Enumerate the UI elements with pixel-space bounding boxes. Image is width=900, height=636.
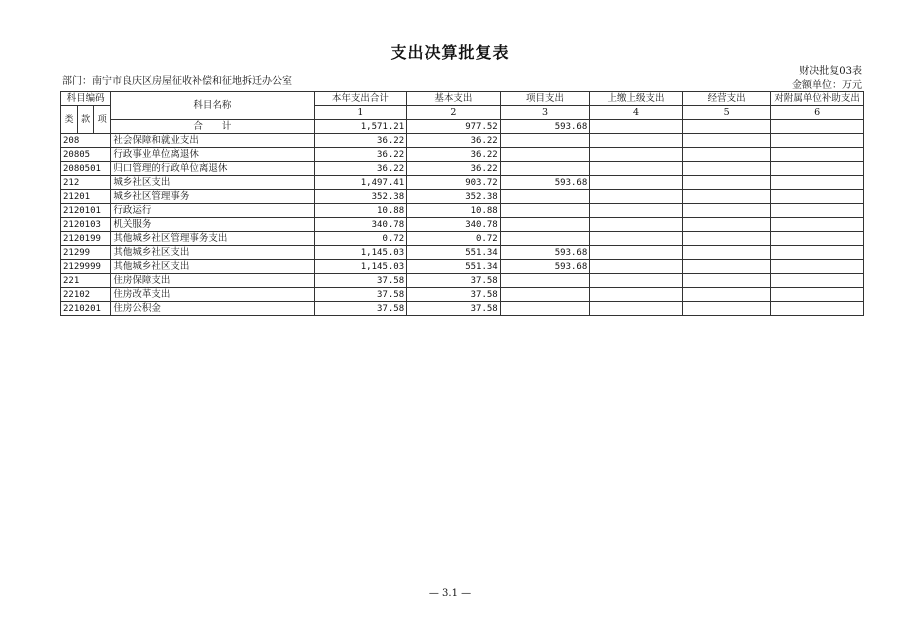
table-row [61, 190, 864, 204]
row-total: 37.58 [314, 302, 407, 316]
row-name: 城乡社区管理事务 [111, 190, 314, 204]
row-basic: 340.78 [407, 218, 501, 232]
row-name: 社会保障和就业支出 [111, 134, 314, 148]
row-business [682, 190, 771, 204]
expenditure-table [60, 91, 864, 316]
row-subsidy [771, 148, 864, 162]
row-subsidy [771, 162, 864, 176]
row-project: 593.68 [500, 246, 590, 260]
row-project [500, 190, 590, 204]
row-project: 593.68 [500, 260, 590, 274]
row-project: 593.68 [500, 176, 590, 190]
table-row [61, 274, 864, 288]
total-basic: 977.52 [407, 120, 501, 134]
column-number: 4 [590, 106, 683, 120]
row-upper [590, 148, 683, 162]
row-total: 1,145.03 [314, 260, 407, 274]
row-business [682, 288, 771, 302]
department-label: 部门：南宁市良庆区房屋征收补偿和征地拆迁办公室 [62, 76, 292, 87]
column-number: 1 [314, 106, 407, 120]
column-number: 6 [771, 106, 864, 120]
row-subsidy [771, 218, 864, 232]
table-row [61, 246, 864, 260]
total-subsidy [771, 120, 864, 134]
table-row [61, 232, 864, 246]
row-subsidy [771, 288, 864, 302]
row-name: 行政事业单位离退休 [111, 148, 314, 162]
row-basic: 903.72 [407, 176, 501, 190]
row-code: 2080501 [61, 162, 111, 176]
row-name: 其他城乡社区支出 [111, 246, 314, 260]
column-number: 5 [682, 106, 771, 120]
row-upper [590, 134, 683, 148]
column-number: 2 [407, 106, 501, 120]
row-basic: 0.72 [407, 232, 501, 246]
row-code: 2120103 [61, 218, 111, 232]
table-row [61, 260, 864, 274]
header-section: 款 [78, 106, 94, 134]
row-business [682, 246, 771, 260]
header-upper: 上缴上级支出 [590, 92, 683, 106]
total-total: 1,571.21 [314, 120, 407, 134]
row-name: 住房改革支出 [111, 288, 314, 302]
table-row [61, 218, 864, 232]
row-total: 36.22 [314, 148, 407, 162]
row-subsidy [771, 190, 864, 204]
table-row [61, 302, 864, 316]
row-basic: 36.22 [407, 162, 501, 176]
table-row [61, 288, 864, 302]
header-item: 项 [94, 106, 111, 134]
row-upper [590, 288, 683, 302]
row-upper [590, 232, 683, 246]
row-code: 208 [61, 134, 111, 148]
total-label: 合 计 [111, 120, 314, 134]
row-business [682, 148, 771, 162]
row-total: 37.58 [314, 288, 407, 302]
row-project [500, 134, 590, 148]
row-upper [590, 176, 683, 190]
table-row [61, 162, 864, 176]
row-name: 归口管理的行政单位离退休 [111, 162, 314, 176]
row-upper [590, 162, 683, 176]
row-code: 2120101 [61, 204, 111, 218]
row-business [682, 134, 771, 148]
header-code: 科目编码 [61, 92, 111, 106]
row-basic: 37.58 [407, 288, 501, 302]
row-subsidy [771, 302, 864, 316]
row-project [500, 302, 590, 316]
row-code: 2120199 [61, 232, 111, 246]
row-upper [590, 204, 683, 218]
total-project: 593.68 [500, 120, 590, 134]
row-business [682, 232, 771, 246]
header-project: 项目支出 [500, 92, 590, 106]
row-subsidy [771, 274, 864, 288]
row-total: 352.38 [314, 190, 407, 204]
row-business [682, 260, 771, 274]
row-name: 行政运行 [111, 204, 314, 218]
row-project [500, 274, 590, 288]
row-name: 其他城乡社区支出 [111, 260, 314, 274]
row-basic: 352.38 [407, 190, 501, 204]
total-upper [590, 120, 683, 134]
header-category: 类 [61, 106, 78, 134]
table-code: 财决批复03表 [799, 66, 862, 77]
amount-unit: 金额单位：万元 [792, 80, 862, 91]
row-basic: 36.22 [407, 148, 501, 162]
row-business [682, 302, 771, 316]
total-business [682, 120, 771, 134]
row-project [500, 148, 590, 162]
row-project [500, 288, 590, 302]
row-code: 21201 [61, 190, 111, 204]
header-name: 科目名称 [111, 92, 314, 120]
row-basic: 37.58 [407, 274, 501, 288]
row-total: 340.78 [314, 218, 407, 232]
row-basic: 551.34 [407, 260, 501, 274]
table-row [61, 204, 864, 218]
row-code: 22102 [61, 288, 111, 302]
row-name: 其他城乡社区管理事务支出 [111, 232, 314, 246]
row-total: 1,497.41 [314, 176, 407, 190]
row-subsidy [771, 232, 864, 246]
header-total: 本年支出合计 [314, 92, 407, 106]
row-basic: 551.34 [407, 246, 501, 260]
row-total: 10.88 [314, 204, 407, 218]
row-upper [590, 246, 683, 260]
row-code: 221 [61, 274, 111, 288]
row-business [682, 162, 771, 176]
row-upper [590, 274, 683, 288]
row-subsidy [771, 134, 864, 148]
page-title: 支出决算批复表 [390, 43, 510, 62]
row-total: 36.22 [314, 134, 407, 148]
column-number: 3 [500, 106, 590, 120]
table-row [61, 134, 864, 148]
row-upper [590, 302, 683, 316]
row-subsidy [771, 260, 864, 274]
row-basic: 36.22 [407, 134, 501, 148]
row-basic: 37.58 [407, 302, 501, 316]
row-project [500, 204, 590, 218]
row-total: 36.22 [314, 162, 407, 176]
row-code: 2210201 [61, 302, 111, 316]
header-subsidy: 对附属单位补助支出 [771, 92, 864, 106]
row-name: 住房保障支出 [111, 274, 314, 288]
row-code: 2129999 [61, 260, 111, 274]
row-business [682, 218, 771, 232]
row-upper [590, 190, 683, 204]
row-code: 20805 [61, 148, 111, 162]
row-project [500, 162, 590, 176]
row-subsidy [771, 246, 864, 260]
header-basic: 基本支出 [407, 92, 501, 106]
row-subsidy [771, 176, 864, 190]
row-basic: 10.88 [407, 204, 501, 218]
row-upper [590, 260, 683, 274]
row-total: 1,145.03 [314, 246, 407, 260]
page-number: — 3.1 — [428, 588, 472, 599]
row-business [682, 176, 771, 190]
table-row [61, 148, 864, 162]
table-row [61, 176, 864, 190]
header-business: 经营支出 [682, 92, 771, 106]
row-subsidy [771, 204, 864, 218]
row-code: 212 [61, 176, 111, 190]
row-name: 机关服务 [111, 218, 314, 232]
row-name: 城乡社区支出 [111, 176, 314, 190]
row-business [682, 274, 771, 288]
row-code: 21299 [61, 246, 111, 260]
row-business [682, 204, 771, 218]
row-project [500, 232, 590, 246]
row-total: 37.58 [314, 274, 407, 288]
row-upper [590, 218, 683, 232]
row-name: 住房公积金 [111, 302, 314, 316]
row-total: 0.72 [314, 232, 407, 246]
row-project [500, 218, 590, 232]
